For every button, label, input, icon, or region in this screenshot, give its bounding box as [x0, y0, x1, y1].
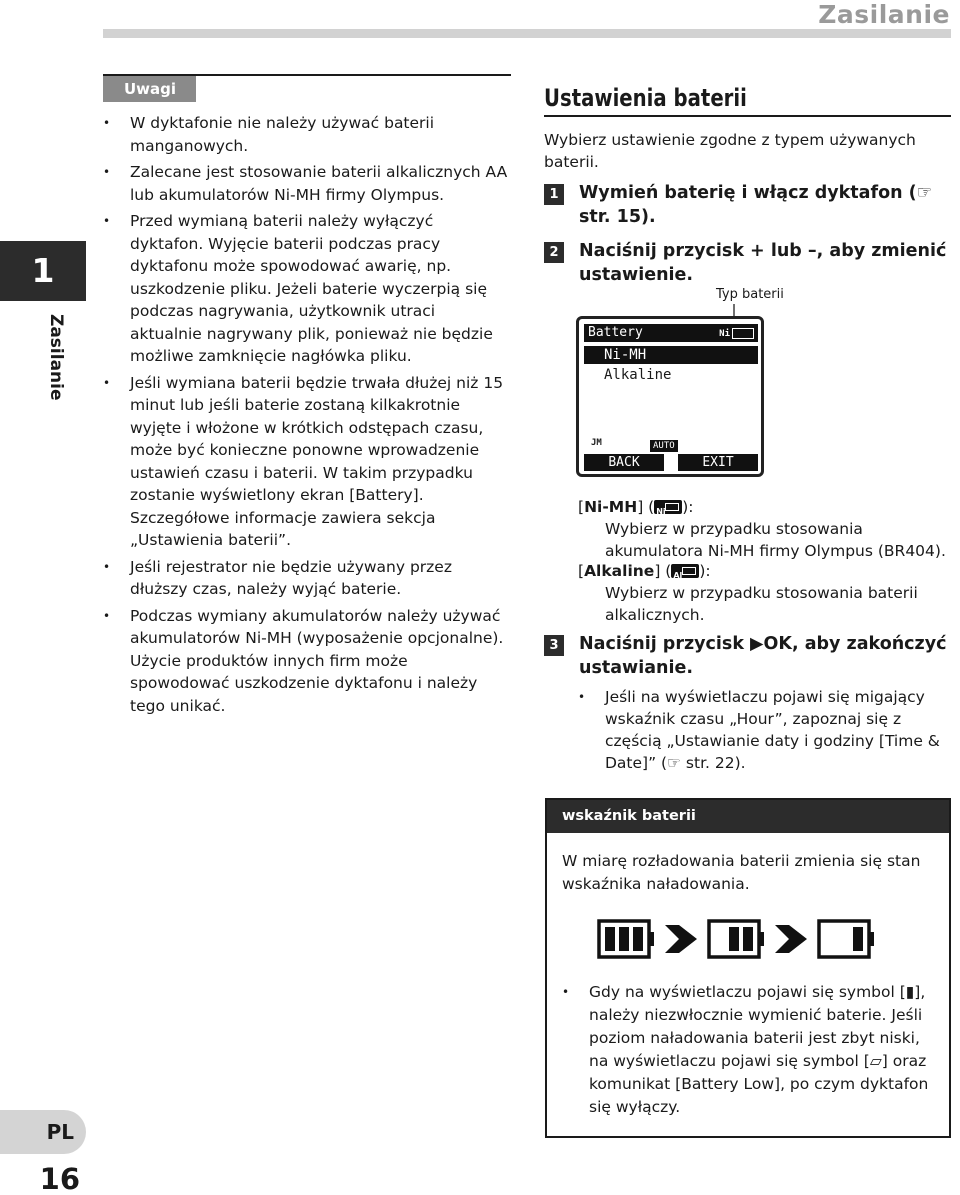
section-title: Ustawienia baterii: [544, 84, 747, 112]
lcd-header-text: Battery: [588, 325, 643, 340]
chapter-tab: 1: [0, 241, 86, 301]
option-key: Alkaline: [584, 562, 655, 580]
note-item: • Zalecane jest stosowanie baterii alkalicznych AA lub akumulatorów Ni-MH firmy Olympus.: [103, 161, 511, 206]
note-item: • Przed wymianą baterii należy wyłączyć dyktafon. Wyjęcie baterii podczas pracy dyktafonu może spowodować awarię, np. uszkodzenie pliku. Jeżeli baterie wyczerpią się podczas nagrywania, użytkownik utraci aktualnie nagrywany plik, ponieważ nie będzie możliwe zamknięcie nagłówka pliku.: [103, 210, 511, 368]
lcd-battery-type-badge: Ni: [719, 329, 730, 339]
battery-box-title: wskaźnik baterii: [547, 800, 949, 833]
option-nimh-desc: Wybierz w przypadku stosowania akumulatora Ni-MH firmy Olympus (BR404).: [605, 520, 946, 560]
notes-label: Uwagi: [103, 76, 196, 102]
option-alkaline-desc: Wybierz w przypadku stosowania baterii alkalicznych.: [605, 584, 918, 624]
language-badge: PL: [0, 1110, 86, 1154]
battery-box-text: W miarę rozładowania baterii zmienia się stan wskaźnika naładowania.: [562, 852, 921, 893]
option-nimh-key: [Ni-MH] ( Ni ):: [578, 498, 694, 516]
note-item: • Podczas wymiany akumulatorów należy używać akumulatorów Ni-MH (wyposażenie opcjonalne). Użycie produktów innych firm może spowodować uszkodzenie dyktafonu i należy tego unikać.: [103, 605, 511, 718]
lcd-selected-option: Ni-MH: [584, 346, 758, 364]
step3-note: • Jeśli na wyświetlaczu pojawi się migający wskaźnik czasu „Hour”, zapoznaj się z częścią „Ustawianie daty i godziny [Time & Date]” (☞ str. 22).: [578, 686, 948, 774]
battery-level-icon: [819, 921, 874, 957]
arrow-right-icon: [665, 925, 697, 953]
battery-level-icon: [599, 921, 654, 957]
lcd-header: [584, 324, 758, 342]
note-item: • Jeśli rejestrator nie będzie używany przez dłuższy czas, należy wyjąć baterie.: [103, 556, 511, 601]
page-header-title: Zasilanie: [818, 0, 950, 29]
step-text: Naciśnij przycisk + lub –, aby zmienić ustawienie.: [579, 241, 947, 285]
note-item: • W dyktafonie nie należy używać baterii manganowych.: [103, 112, 511, 157]
nimh-battery-icon: Ni: [654, 500, 682, 514]
step-number: 2: [544, 242, 564, 263]
battery-icon: [732, 328, 754, 339]
battery-type-callout: Typ baterii: [716, 287, 784, 302]
notes-list: [103, 112, 511, 717]
lcd-mic-mode-icon: JM: [591, 438, 602, 448]
chapter-label: [46, 314, 76, 404]
step-number: 1: [544, 184, 564, 205]
page-number: 16: [39, 1162, 80, 1195]
notes-section: [103, 74, 511, 721]
battery-box-note: • Gdy na wyświetlaczu pojawi się symbol [▮], należy niezwłocznie wymienić baterie. Jeśli poziom naładowania baterii jest zbyt niski, na wyświetlaczu pojawi się symbol [▱] oraz komunikat [Battery Low], po czym dyktafon się wyłączy.: [562, 981, 942, 1119]
chapter-label-text: Zasilanie: [46, 314, 66, 401]
step-number: 3: [544, 635, 564, 656]
arrow-right-icon: [775, 925, 807, 953]
battery-level-sequence: [597, 915, 907, 965]
lcd-auto-badge: AUTO: [650, 440, 678, 452]
battery-level-icon: [709, 921, 764, 957]
battery-indicator-box: [545, 798, 951, 1138]
lcd-option: Alkaline: [604, 367, 672, 383]
lcd-exit-softkey: EXIT: [678, 454, 758, 471]
note-item: • Jeśli wymiana baterii będzie trwała dłużej niż 15 minut lub jeśli baterie zostaną kilkakrotnie wyjęte i włożone w krótkich odstępach czasu, może być konieczne ponowne wprowadzenie ustawień czasu i baterii. W takim przypadku zostanie wyświetlony ekran [Battery]. Szczegółowe informacje zawiera sekcja „Ustawienia baterii”.: [103, 372, 511, 552]
lcd-back-softkey: BACK: [584, 454, 664, 471]
header-rule: [103, 29, 951, 38]
section-intro: Wybierz ustawienie zgodne z typem używanych baterii.: [544, 131, 916, 171]
option-key: Ni-MH: [584, 498, 638, 516]
section-rule: [544, 115, 951, 117]
step-text: Naciśnij przycisk ▶OK, aby zakończyć ustawianie.: [579, 634, 947, 678]
step-text: Wymień baterię i włącz dyktafon (☞ str. 15).: [579, 183, 933, 227]
option-alkaline-key: [Alkaline] ( Al ):: [578, 562, 711, 580]
alkaline-battery-icon: Al: [671, 564, 699, 578]
device-lcd-screen: [576, 316, 764, 477]
